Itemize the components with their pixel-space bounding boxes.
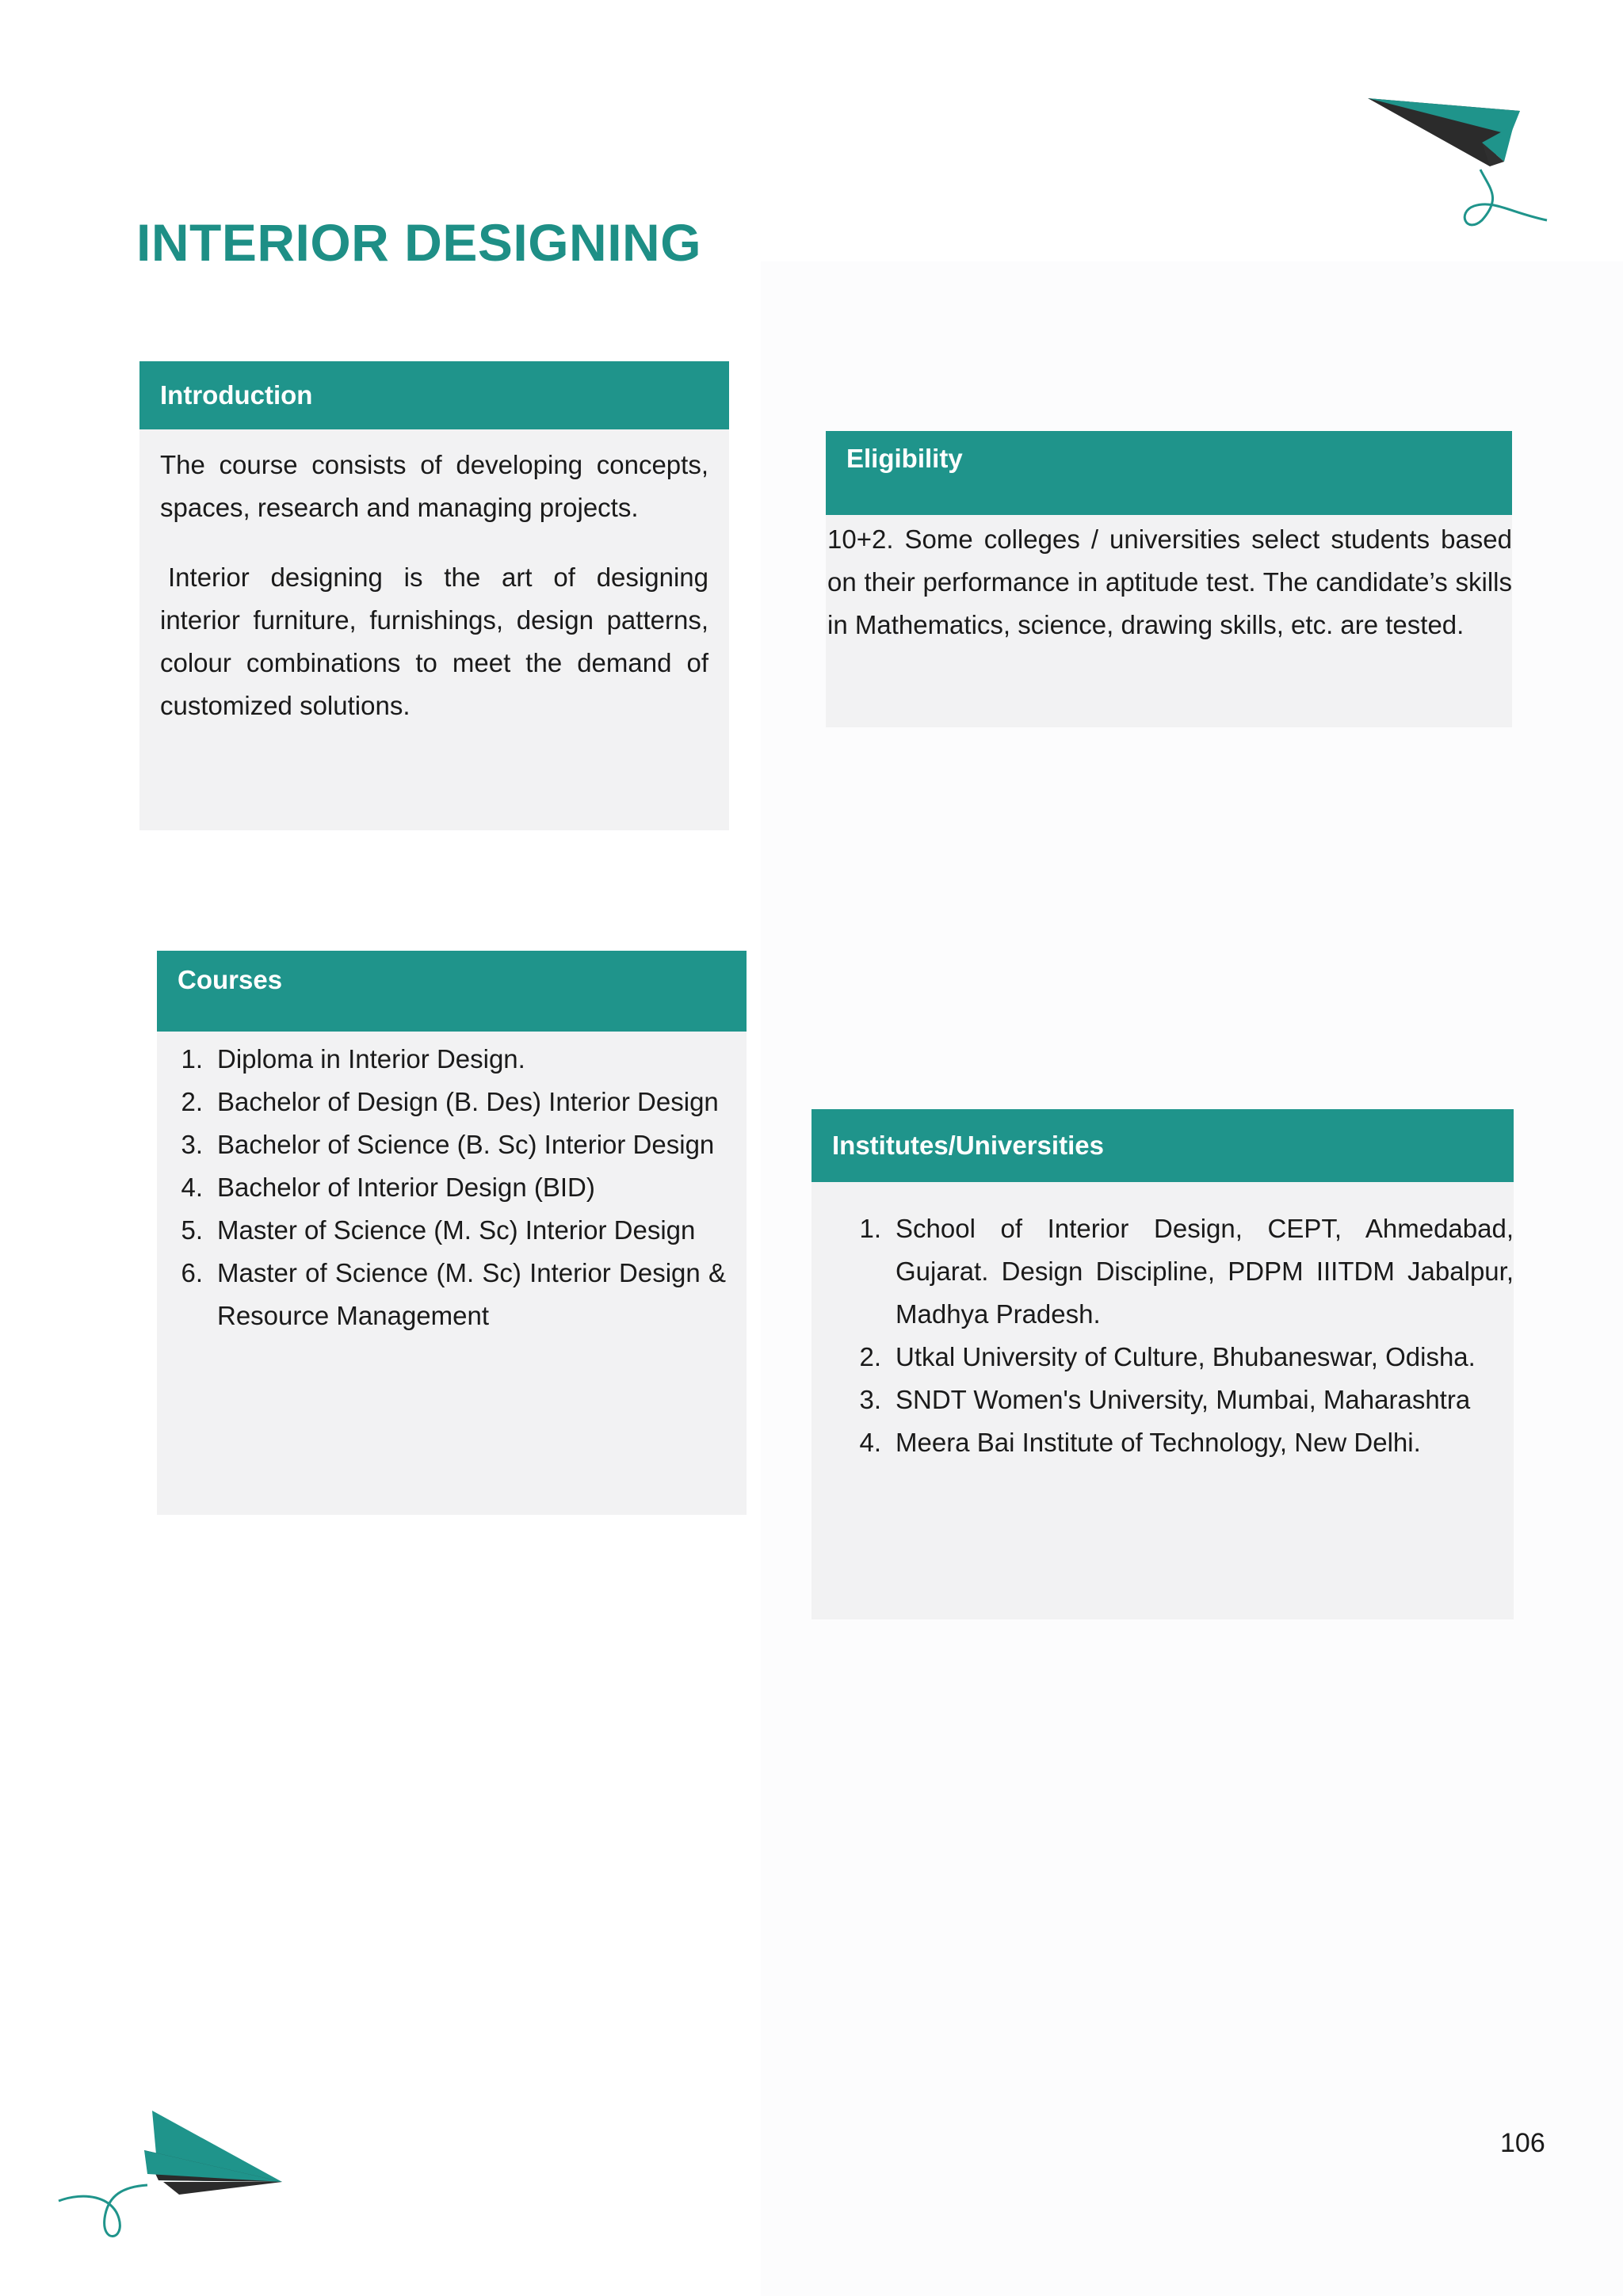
paper-plane-icon <box>52 2100 298 2258</box>
list-item: 4. Bachelor of Interior Design (BID) <box>181 1173 595 1202</box>
courses-heading: Courses <box>157 951 747 1032</box>
introduction-card <box>139 361 729 830</box>
list-item: 3. Bachelor of Science (B. Sc) Interior Design <box>181 1130 715 1159</box>
list-item: 5. Master of Science (M. Sc) Interior Design <box>181 1215 696 1245</box>
eligibility-body <box>826 515 1512 646</box>
list-item: 2. Utkal University of Culture, Bhubaneswar, Odisha. <box>859 1342 1476 1371</box>
list-item: 1. School of Interior Design, CEPT, Ahmedabad, Gujarat. Design Discipline, PDPM IIITDM Jabalpur, Madhya Pradesh. <box>859 1214 1514 1329</box>
courses-card <box>157 951 747 1515</box>
eligibility-card <box>826 431 1512 727</box>
eligibility-text: 10+2. Some colleges / universities select students based on their performance in aptitude test. The candidate’s skills in Mathematics, science, drawing skills, etc. are tested. <box>827 524 1512 639</box>
list-item: 3. SNDT Women's University, Mumbai, Maharashtra <box>859 1385 1471 1414</box>
paper-plane-icon <box>1363 93 1553 236</box>
courses-body <box>157 1032 747 1337</box>
list-item: 4. Meera Bai Institute of Technology, New Delhi. <box>859 1428 1421 1457</box>
introduction-paragraph: Interior designing is the art of designing interior furniture, furnishings, design patterns, colour combinations to meet the demand of customized solutions. <box>160 563 708 720</box>
introduction-heading: Introduction <box>139 361 729 429</box>
page-number: 106 <box>1500 2128 1545 2158</box>
institutes-card <box>812 1109 1514 1619</box>
page-title: INTERIOR DESIGNING <box>136 213 702 272</box>
institutes-heading: Institutes/Universities <box>812 1109 1514 1182</box>
list-item: 1. Diploma in Interior Design. <box>181 1044 525 1074</box>
introduction-body <box>139 429 729 743</box>
list-item: 6. Master of Science (M. Sc) Interior Design & Resource Management <box>181 1258 726 1330</box>
institutes-body <box>812 1182 1514 1464</box>
institutes-list <box>843 1207 1514 1464</box>
introduction-paragraph: The course consists of developing concepts, spaces, research and managing projects. <box>160 450 708 522</box>
eligibility-heading: Eligibility <box>826 431 1512 515</box>
courses-list <box>165 1038 726 1337</box>
list-item: 2. Bachelor of Design (B. Des) Interior Design <box>181 1087 719 1116</box>
